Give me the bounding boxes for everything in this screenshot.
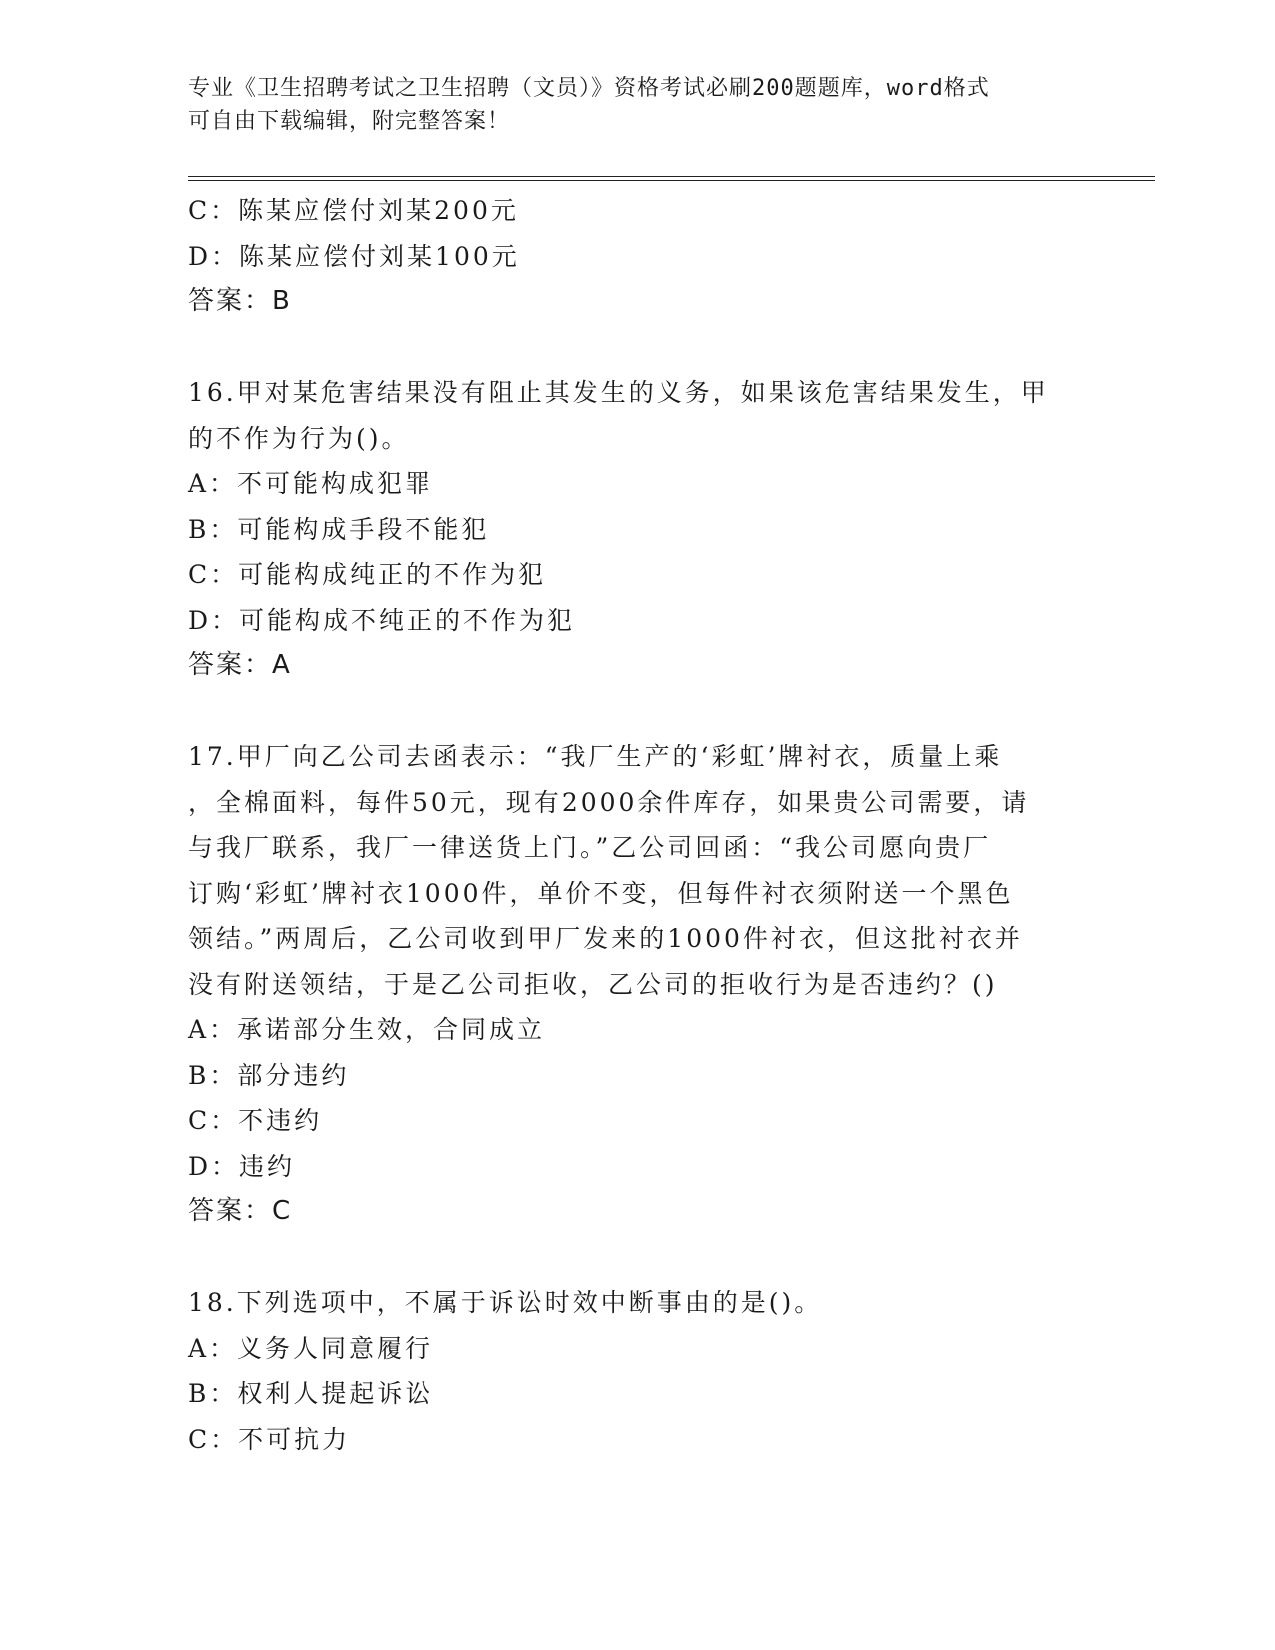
question-stem: 与我厂联系，我厂一律送货上门。”乙公司回函：“我公司愿向贵厂 xyxy=(188,833,992,862)
spacer xyxy=(188,689,1088,735)
document-body xyxy=(188,188,1088,1462)
option-d: D：违约 xyxy=(188,1151,296,1181)
option-b: B：可能构成手段不能犯 xyxy=(188,514,490,544)
option-d: D：可能构成不纯正的不作为犯 xyxy=(188,605,576,635)
option-a: A：承诺部分生效，合同成立 xyxy=(188,1015,546,1044)
page-header xyxy=(188,72,1088,138)
option-d: D：陈某应偿付刘某100元 xyxy=(188,241,520,271)
question-18 xyxy=(188,1280,1088,1462)
question-stem: 的不作为行为()。 xyxy=(188,423,410,453)
header-title-line-1: 专业《卫生招聘考试之卫生招聘（文员）》资格考试必刷200题题库，word格式 xyxy=(188,76,990,101)
question-stem: 订购‘彩虹’牌衬衣1000件，单价不变，但每件衬衣须附送一个黑色 xyxy=(188,878,1014,908)
header-divider xyxy=(188,176,1155,181)
option-c: C：陈某应偿付刘某200元 xyxy=(188,196,519,225)
question-stem: 17.甲厂向乙公司去函表示：“我厂生产的‘彩虹’牌衬衣，质量上乘 xyxy=(188,742,1003,771)
option-a: A：不可能构成犯罪 xyxy=(188,469,434,498)
question-stem: ，全棉面料，每件50元，现有2000余件库存，如果贵公司需要，请 xyxy=(188,787,1030,817)
option-b: B：权利人提起诉讼 xyxy=(188,1379,434,1408)
question-stem: 16.甲对某危害结果没有阻止其发生的义务，如果该危害结果发生，甲 xyxy=(188,378,1049,407)
question-stem: 18.下列选项中，不属于诉讼时效中断事由的是()。 xyxy=(188,1288,823,1317)
answer-label: 答案：A xyxy=(188,650,292,680)
answer-label: 答案：C xyxy=(188,1196,293,1226)
option-b: B：部分违约 xyxy=(188,1060,350,1090)
header-title-line-2: 可自由下载编辑，附完整答案！ xyxy=(188,109,511,134)
option-a: A：义务人同意履行 xyxy=(188,1333,434,1363)
option-c: C：不违约 xyxy=(188,1106,323,1135)
question-stem: 领结。”两周后，乙公司收到甲厂发来的1000件衬衣，但这批衬衣并 xyxy=(188,924,1023,953)
question-16 xyxy=(188,370,1088,689)
question-17 xyxy=(188,734,1088,1235)
question-stem: 没有附送领结，于是乙公司拒收，乙公司的拒收行为是否违约？() xyxy=(188,969,998,999)
option-c: C：可能构成纯正的不作为犯 xyxy=(188,560,547,589)
answer-label: 答案：B xyxy=(188,286,292,316)
option-c: C：不可抗力 xyxy=(188,1424,351,1454)
spacer xyxy=(188,325,1088,371)
spacer xyxy=(188,1235,1088,1281)
question-15-tail xyxy=(188,188,1088,325)
